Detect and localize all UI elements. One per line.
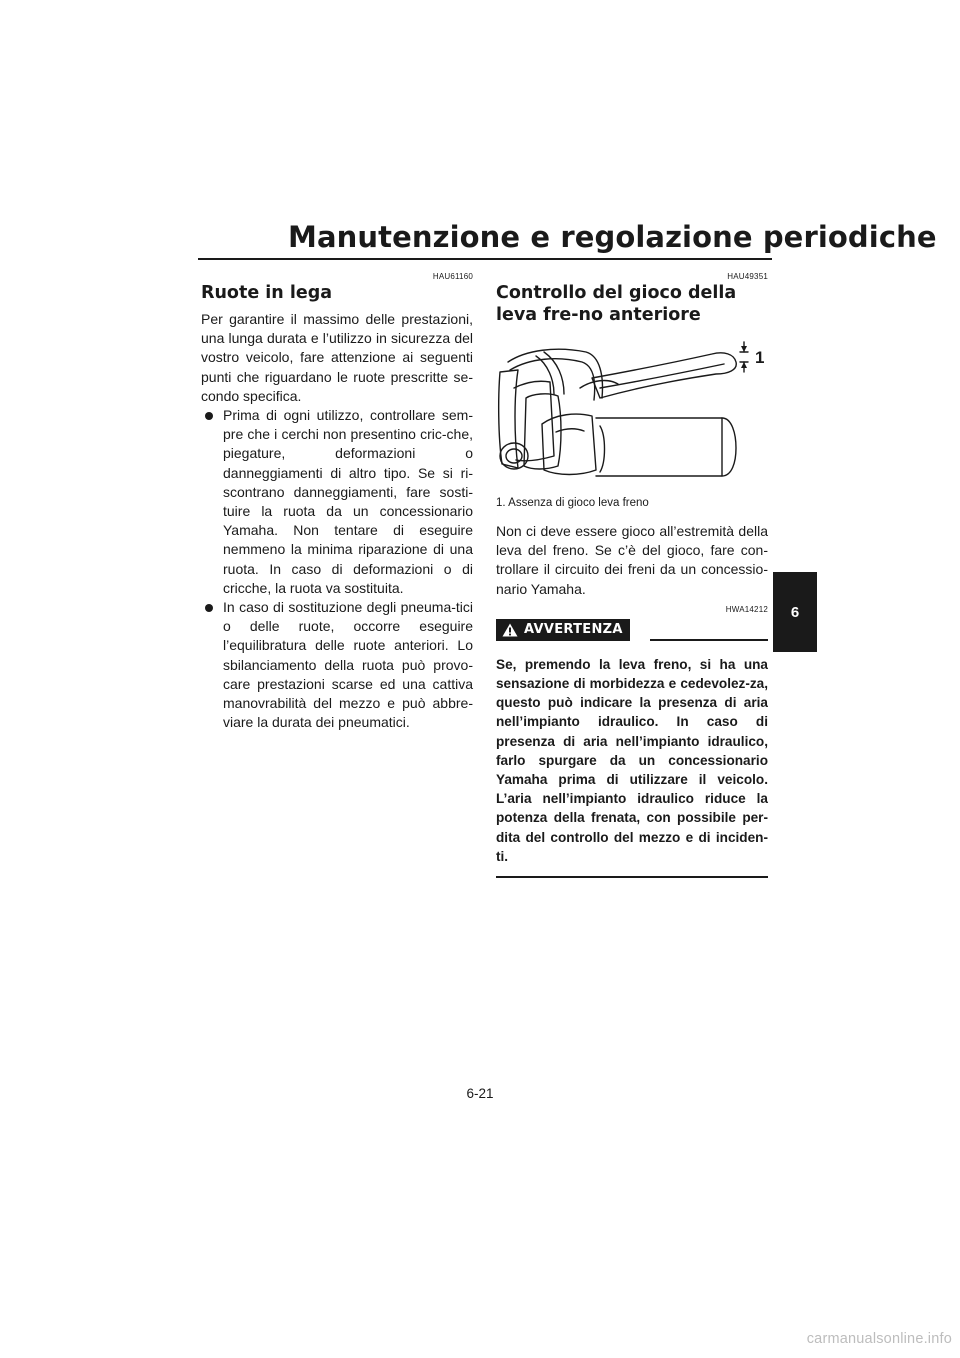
watermark: carmanualsonline.info	[806, 1331, 952, 1347]
warning-badge	[496, 619, 630, 641]
bullet-dot-icon	[205, 604, 213, 612]
section-heading: Controllo del gioco della leva fre-no anteriore	[496, 283, 737, 325]
section-heading: Ruote in lega	[201, 283, 333, 303]
figure-callout: 1	[755, 348, 765, 367]
right-column	[496, 272, 768, 878]
bullet-dot-icon	[205, 412, 213, 420]
section-code: HAU49351	[727, 272, 768, 281]
chapter-tab: 6	[773, 572, 817, 652]
warning-bottom-rule	[496, 876, 768, 878]
warning-label: AVVERTENZA	[524, 622, 623, 638]
bullet-item	[201, 598, 473, 732]
warning-rule	[650, 639, 768, 641]
left-column	[201, 272, 473, 732]
title-rule	[198, 258, 772, 260]
warning-code: HWA14212	[725, 604, 768, 614]
body-paragraph: Non ci deve essere gioco all’estremità della leva del freno. Se c’è del gioco, fare con-trollare il circuito dei freni da un concessio-nario Yamaha.	[496, 523, 768, 597]
section-code: HAU61160	[432, 272, 473, 281]
intro-paragraph: Per garantire il massimo delle prestazioni, una lunga durata e l’utilizzo in sicurezza del vostro veicolo, fare attenzione ai seguenti punti che riguardano le ruote prescritte se-condo specifica.	[201, 311, 473, 404]
page-number: 6-21	[466, 1086, 494, 1101]
brake-lever-illustration	[496, 336, 768, 484]
bullet-list	[201, 406, 473, 732]
bullet-item	[201, 406, 473, 598]
page-title: Manutenzione e regolazione periodiche	[288, 220, 937, 254]
bullet-text: In caso di sostituzione degli pneuma-tici o delle ruote, occorre eseguire l’equilibratura delle ruote anteriori. Lo sbilanciamento della ruota può provo-care prestazioni scarse ed una cattiva manovrabilità del mezzo e può abbre-viare la durata dei pneumatici.	[223, 599, 473, 731]
warning-header	[496, 619, 768, 641]
warning-text: Se, premendo la leva freno, si ha una sensazione di morbidezza e cedevolez-za, questo può indicare la presenza di aria nell’impianto idraulico. In caso di presenza di aria nell’impianto idraulico, farlo spurgare da un concessionario Yamaha prima di utilizzare il veicolo. L’aria nell’impianto idraulico riduce la potenza della frenata, con possibile per-dita del controllo del mezzo e di inciden-ti.	[496, 656, 768, 864]
figure-caption: 1. Assenza di gioco leva freno	[496, 497, 649, 509]
brake-lever-drawing	[496, 336, 768, 484]
bullet-text: Prima di ogni utilizzo, controllare sem-pre che i cerchi non presentino cric-che, piegature, deformazioni o danneggiamenti di altro tipo. Se si ri-scontrano danneggiamenti, fare sosti-tuire la ruota da un concessionario Yamaha. Non tentare di eseguire nemmeno la minima riparazione di una ruota. In caso di deformazioni o di cricche, la ruota va sostituita.	[223, 407, 473, 596]
warning-triangle-icon	[502, 623, 518, 637]
